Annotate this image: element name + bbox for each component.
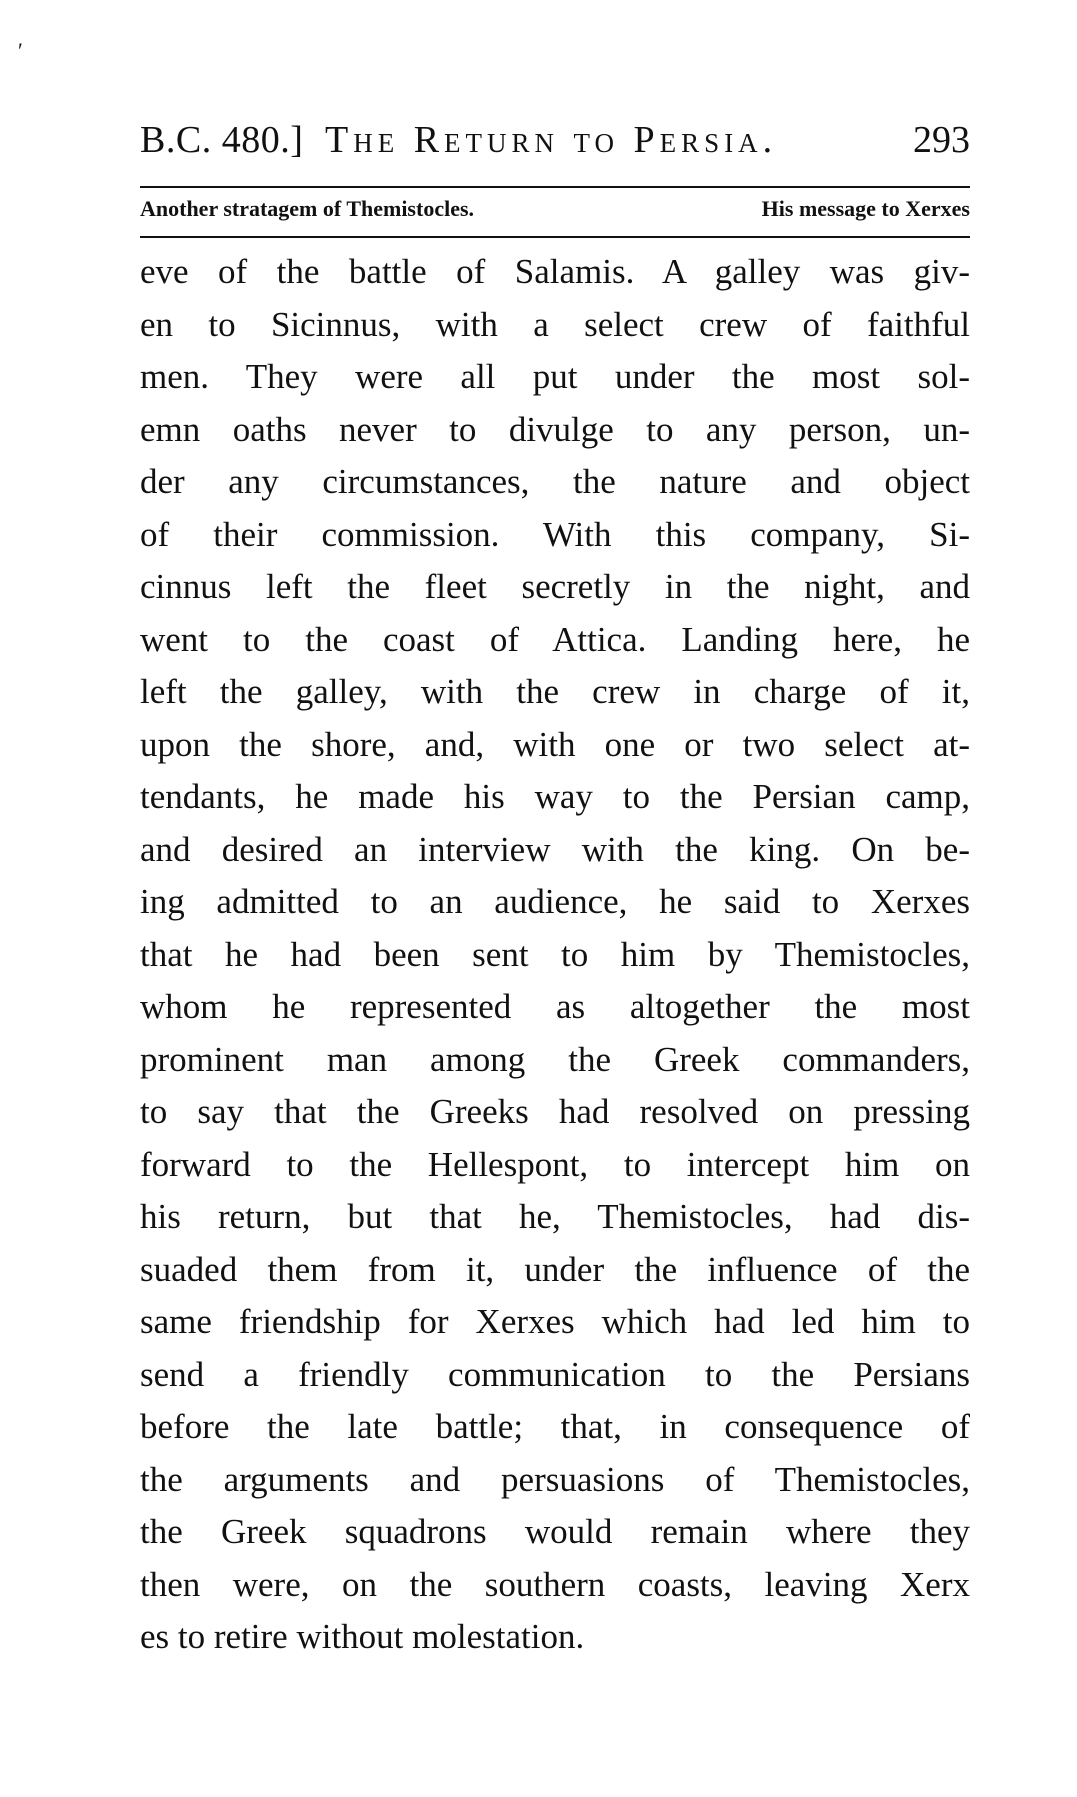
text-line: men. They were all put under the most sol- — [140, 357, 970, 396]
text-line: his return, but that he, Themistocles, had dis- — [140, 1197, 970, 1236]
text-line: cinnus left the fleet secretly in the night, and — [140, 567, 970, 606]
text-line: the arguments and persuasions of Themistocles, — [140, 1459, 970, 1499]
header-title: The Return to Persia. — [325, 119, 778, 161]
text-line: prominent man among the Greek commanders, — [140, 1039, 970, 1079]
subheading-left: Another stratagem of Themistocles. — [140, 196, 475, 221]
text-line: eve of the battle of Salamis. A galley was giv- — [140, 252, 970, 291]
running-header — [140, 118, 970, 170]
header-date: B.C. 480.] — [140, 119, 304, 161]
text-line: left the galley, with the crew in charge of it, — [140, 672, 970, 711]
text-line: tendants, he made his way to the Persian camp, — [140, 777, 970, 816]
text-line: and desired an interview with the king. On be- — [140, 829, 970, 869]
text-line: forward to the Hellespont, to intercept him on — [140, 1144, 970, 1184]
text-line: of their commission. With this company, Si- — [140, 514, 970, 554]
text-line: went to the coast of Attica. Landing here, he — [140, 619, 970, 659]
text-line: en to Sicinnus, with a select crew of faithful — [140, 304, 970, 344]
text-line: to say that the Greeks had resolved on pressing — [140, 1092, 970, 1131]
text-line: then were, on the southern coasts, leaving Xerx — [140, 1564, 970, 1604]
marginal-subheading — [140, 196, 970, 232]
text-line: suaded them from it, under the influence of the — [140, 1249, 970, 1289]
text-line: before the late battle; that, in consequence of — [140, 1407, 970, 1446]
text-line: es to retire without molestation. — [140, 1617, 585, 1656]
subheading-right: His message to Xerxes — [761, 196, 970, 221]
text-line: the Greek squadrons would remain where they — [140, 1512, 970, 1551]
text-line: upon the shore, and, with one or two select at- — [140, 724, 970, 764]
stray-mark: ′ — [18, 38, 23, 63]
body-text — [140, 246, 970, 1664]
text-line: ing admitted to an audience, he said to Xerxes — [140, 882, 970, 921]
text-line: der any circumstances, the nature and object — [140, 462, 970, 501]
header-rule-top — [140, 186, 970, 188]
header-rule-bottom — [140, 236, 970, 238]
text-line: send a friendly communication to the Persians — [140, 1354, 970, 1394]
text-line: that he had been sent to him by Themistocles, — [140, 934, 970, 974]
text-line: same friendship for Xerxes which had led him to — [140, 1302, 970, 1341]
text-line: whom he represented as altogether the most — [140, 987, 970, 1026]
text-line: emn oaths never to divulge to any person, un- — [140, 409, 970, 449]
page-number: 293 — [913, 119, 970, 161]
